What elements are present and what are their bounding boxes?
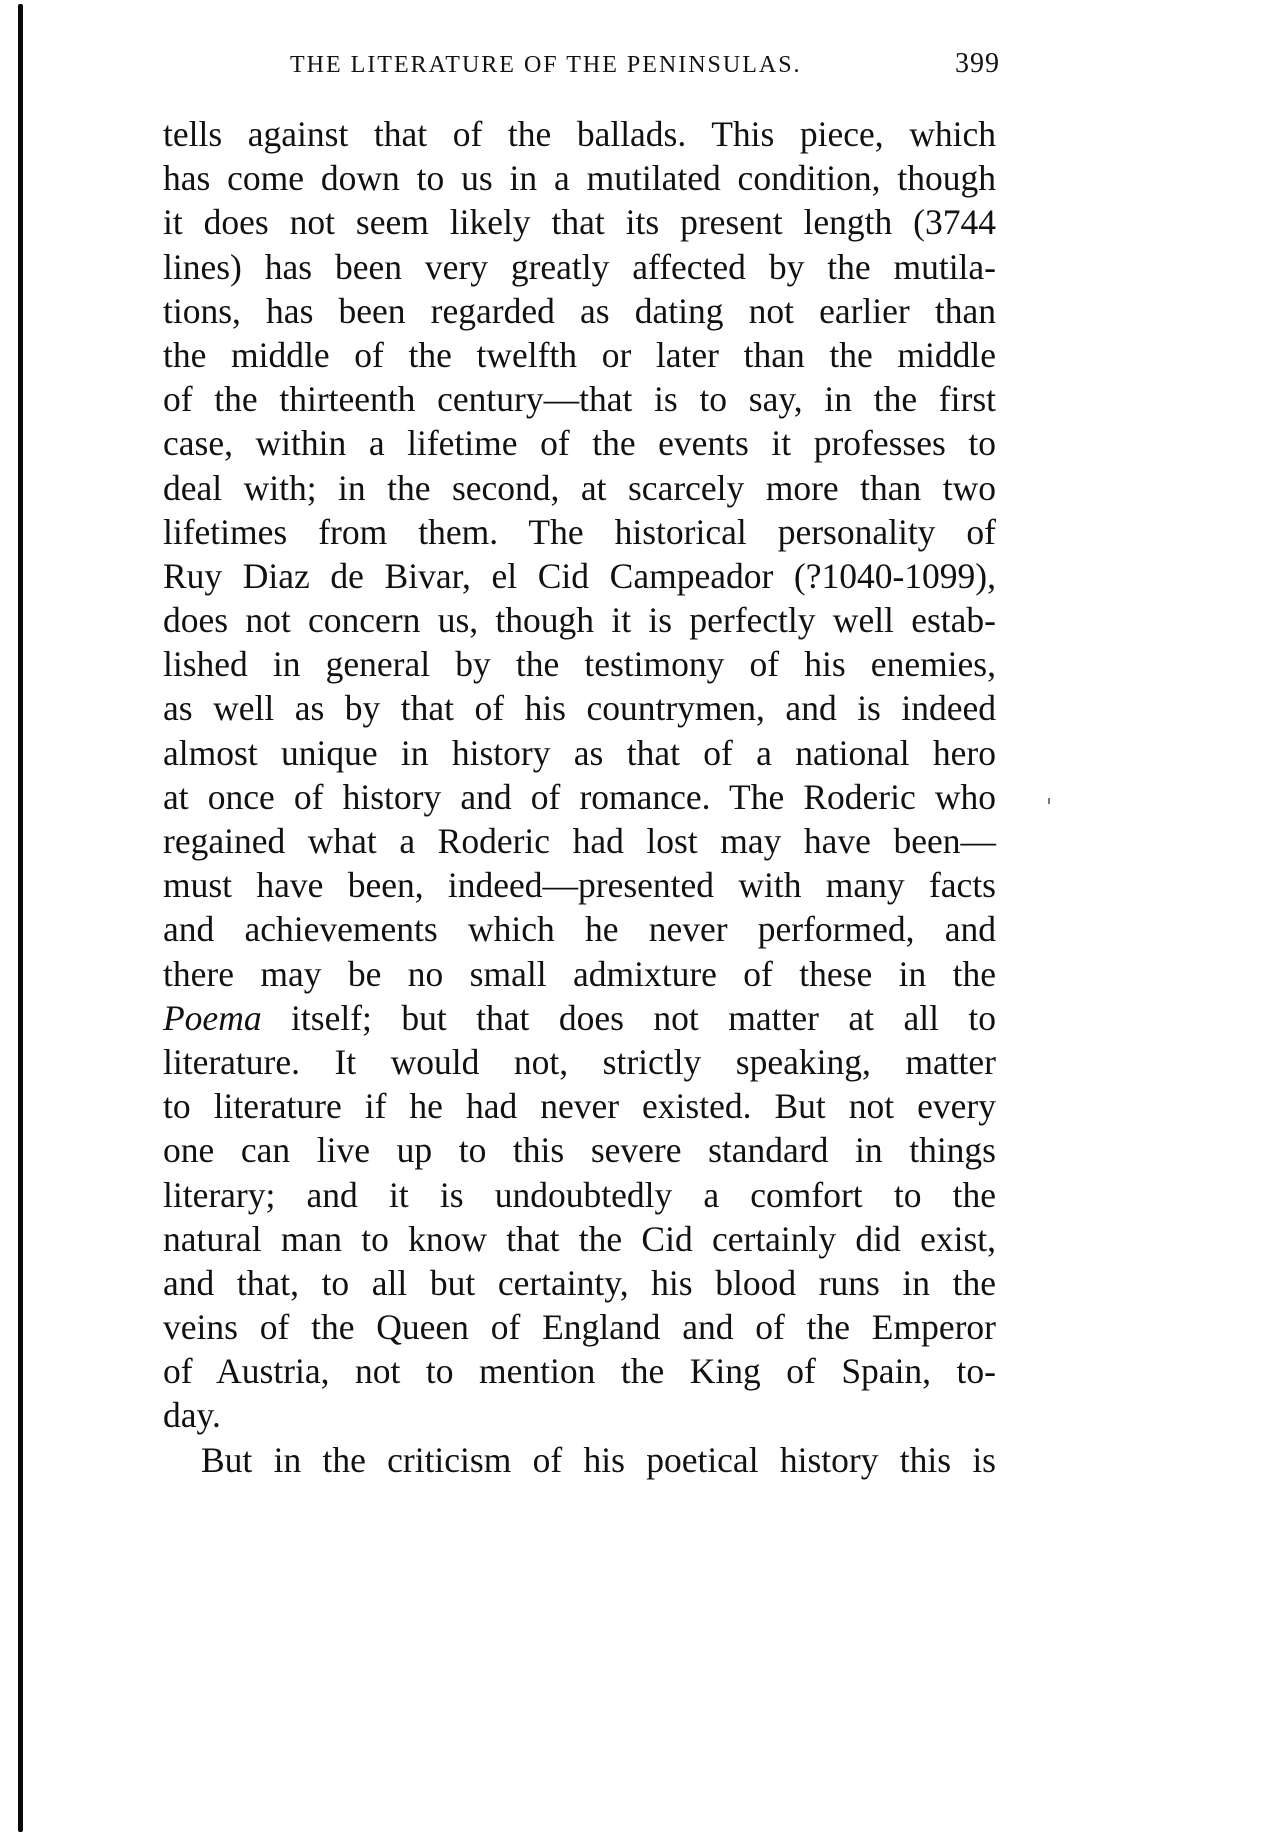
text-line: of Austria, not to mention the King of Spain, to- [163, 1351, 996, 1392]
text-line: Ruy Diaz de Bivar, el Cid Campeador (?1040-1099), [163, 555, 996, 596]
text-line: does not concern us, though it is perfectly well estab- [163, 600, 996, 641]
scan-speck [1048, 798, 1050, 804]
text-line: almost unique in history as that of a national hero [163, 732, 996, 773]
text-line: regained what a Roderic had lost may have been— [163, 821, 996, 861]
text-line: lished in general by the testimony of his enemies, [163, 644, 996, 685]
text-line: and that, to all but certainty, his blood runs in the [163, 1262, 996, 1303]
text-line: there may be no small admixture of these in the [163, 953, 996, 994]
text-line: case, within a lifetime of the events it professes to [163, 423, 996, 464]
page-binding-edge [18, 4, 23, 1832]
text-line: lines) has been very greatly affected by the mutila- [163, 246, 996, 287]
text-line: as well as by that of his countrymen, and is indeed [163, 688, 996, 729]
page-number: 399 [955, 48, 1000, 79]
text-line: and achievements which he never performed, and [163, 909, 996, 950]
paragraph-end-line: day. [163, 1395, 221, 1436]
text-line: literary; and it is undoubtedly a comfort to the [163, 1174, 996, 1215]
text-line: tells against that of the ballads. This piece, which [163, 114, 996, 154]
next-paragraph-line: But in the criticism of his poetical history this is [201, 1439, 996, 1480]
italic-title-poema: Poema [163, 997, 262, 1038]
text-line: at once of history and of romance. The Roderic who [163, 776, 996, 817]
text-line: the middle of the twelfth or later than the middle [163, 334, 996, 375]
text-line: must have been, indeed—presented with many facts [163, 865, 996, 906]
text-line: veins of the Queen of England and of the Emperor [163, 1307, 996, 1348]
text-line-poema [163, 996, 996, 1040]
text-line: literature. It would not, strictly speaking, matter [163, 1041, 996, 1082]
body-text [163, 112, 996, 1482]
text-line: has come down to us in a mutilated condition, though [163, 158, 996, 199]
text-line-rest: itself; but that does not matter at all to [261, 997, 996, 1038]
text-line: lifetimes from them. The historical personality of [163, 511, 996, 552]
text-line: one can live up to this severe standard in things [163, 1130, 996, 1171]
text-line: to literature if he had never existed. But not every [163, 1086, 996, 1127]
text-line: deal with; in the second, at scarcely more than two [163, 467, 996, 508]
text-line: it does not seem likely that its present length (3744 [163, 202, 996, 243]
running-title: THE LITERATURE OF THE PENINSULAS. [290, 52, 802, 78]
text-line: natural man to know that the Cid certainly did exist, [163, 1218, 996, 1259]
running-head [290, 48, 1000, 88]
text-line: tions, has been regarded as dating not earlier than [163, 290, 996, 331]
text-line: of the thirteenth century—that is to say, in the first [163, 379, 996, 420]
